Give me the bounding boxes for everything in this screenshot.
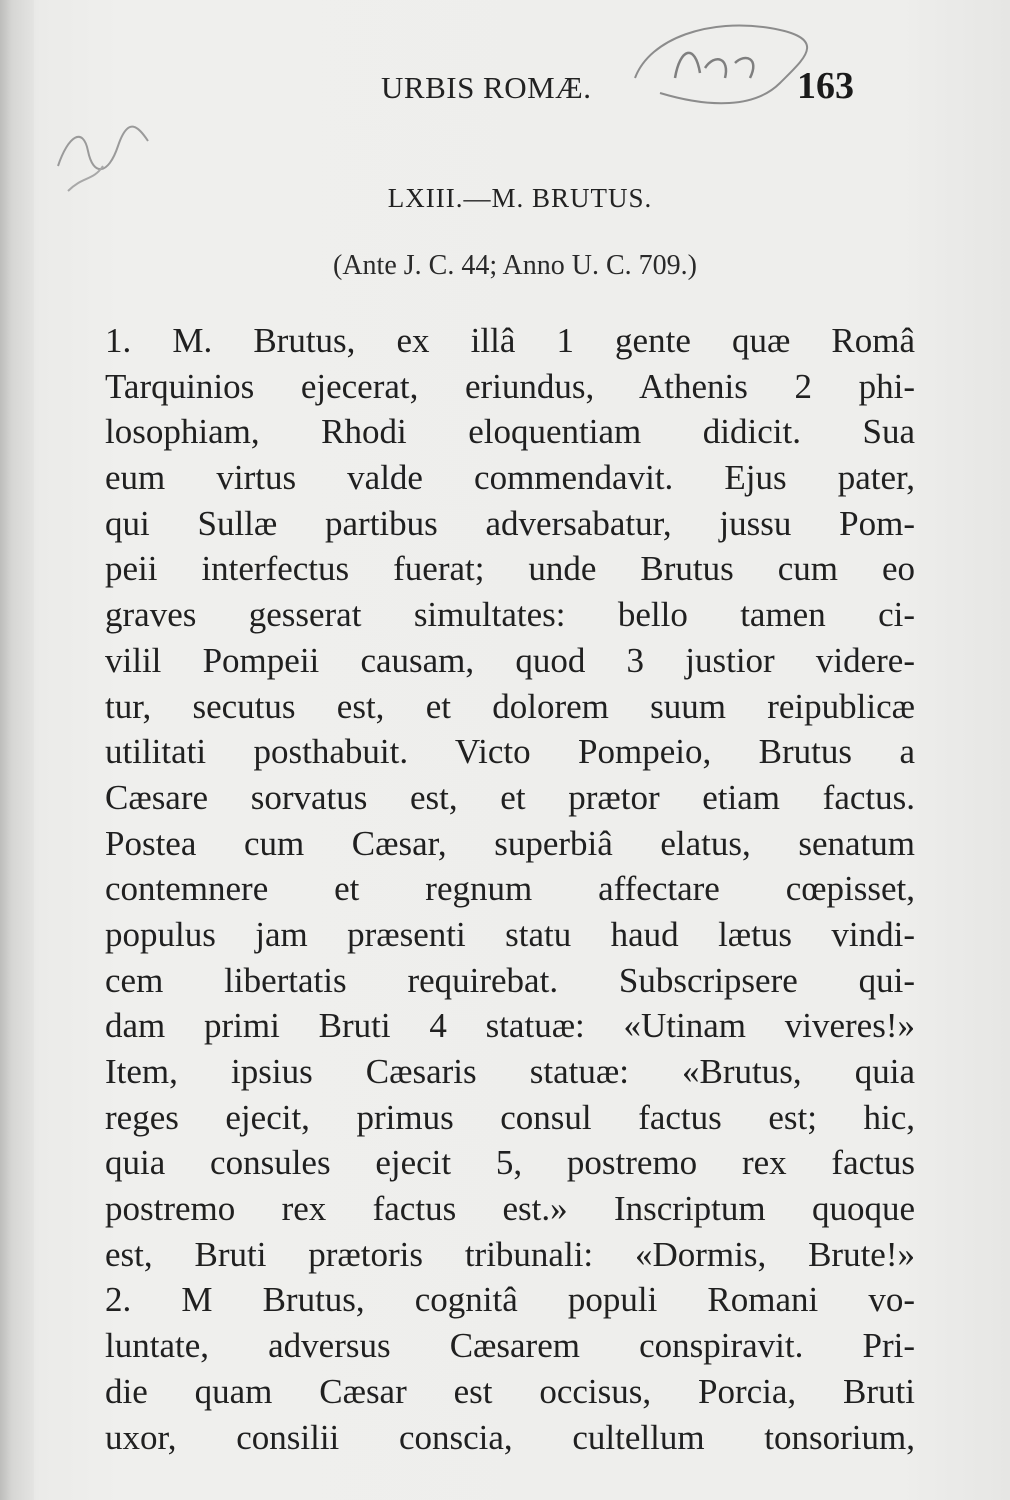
text-line: die quam Cæsar est occisus, Porcia, Bruti (105, 1371, 915, 1411)
text-line: vilil Pompeii causam, quod 3 justior videre- (105, 640, 915, 680)
text-line: luntate, adversus Cæsarem conspiravit. Pri- (105, 1326, 915, 1366)
body-text (105, 318, 915, 1460)
text-line: utilitati posthabuit. Victo Pompeio, Brutus a (105, 732, 915, 772)
text-line: postremo rex factus est.» Inscriptum quoque (105, 1189, 915, 1229)
page-number: 163 (797, 65, 854, 107)
text-line: losophiam, Rhodi eloquentiam didicit. Sua (105, 412, 915, 452)
text-line: graves gesserat simultates: bello tamen ci- (105, 595, 915, 635)
text-line: reges ejecit, primus consul factus est; hic, (105, 1097, 915, 1137)
text-line: quia consules ejecit 5, postremo rex factus (105, 1143, 915, 1183)
text-line: Postea cum Cæsar, superbiâ elatus, senatum (105, 823, 915, 863)
text-line: cem libertatis requirebat. Subscripsere qui- (105, 960, 915, 1000)
text-line: qui Sullæ partibus adversabatur, jussu Pom- (105, 503, 915, 543)
text-line: eum virtus valde commendavit. Ejus pater, (105, 458, 915, 498)
text-line: tur, secutus est, et dolorem suum reipublicæ (105, 686, 915, 726)
text-line: 1. M. Brutus, ex illâ 1 gente quæ Româ (105, 321, 915, 360)
text-line: populus jam præsenti statu haud lætus vindi- (105, 914, 915, 954)
text-line: peii interfectus fuerat; unde Brutus cum eo (105, 549, 915, 589)
binding-edge (0, 0, 34, 1500)
text-line: dam primi Bruti 4 statuæ: «Utinam viveres!» (105, 1006, 915, 1046)
chapter-heading: LXIII.—M. BRUTUS. (387, 183, 653, 213)
text-line: Item, ipsius Cæsaris statuæ: «Brutus, quia (105, 1052, 915, 1091)
text-line: Tarquinios ejecerat, eriundus, Athenis 2 phi- (105, 366, 915, 406)
text-line: uxor, consilii conscia, cultellum tonsorium, (105, 1417, 915, 1457)
running-title: URBIS ROMÆ. (381, 70, 592, 105)
text-line: est, Bruti prætoris tribunali: «Dormis, Brute!» (105, 1234, 915, 1274)
handwritten-signature (620, 18, 810, 108)
text-line: Cæsare sorvatus est, et prætor etiam factus. (105, 777, 915, 817)
chapter-date-line: (Ante J. C. 44; Anno U. C. 709.) (333, 250, 697, 281)
text-line: contemnere et regnum affectare cœpisset, (105, 869, 915, 909)
text-line: 2. M Brutus, cognitâ populi Romani vo- (105, 1280, 915, 1320)
